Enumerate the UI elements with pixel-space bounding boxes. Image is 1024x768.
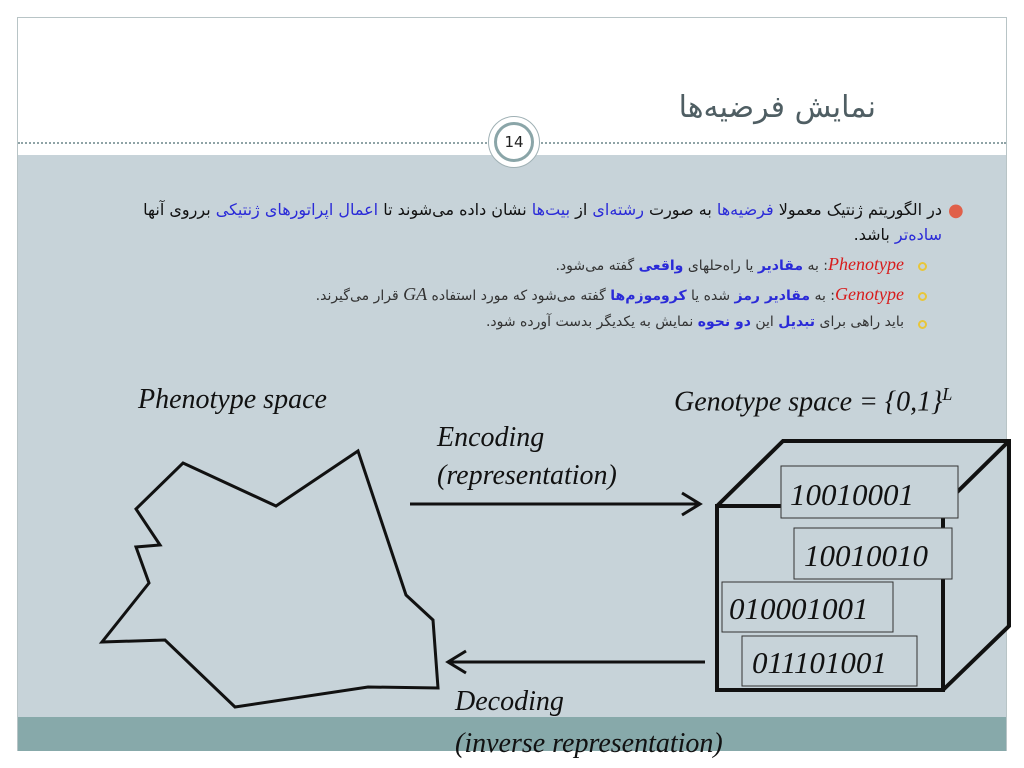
text-run: نشان داده می‌شوند تا <box>378 200 532 219</box>
decoding-sub-label: (inverse representation) <box>455 728 723 759</box>
keyword: رشته‌ای <box>592 200 644 219</box>
keyword: دو نحوه <box>697 314 751 330</box>
page-number: 14 <box>494 122 534 162</box>
text-run: : به <box>810 288 836 304</box>
text-run: برروی آنها <box>143 200 216 219</box>
text-run: از <box>570 200 593 219</box>
bitstring-box <box>742 636 917 686</box>
text-run: این <box>750 314 779 330</box>
bitstring-box <box>722 582 893 632</box>
encoding-label: Encoding <box>437 422 545 453</box>
keyword: اپراتورهای ژنتیکی <box>215 200 334 219</box>
term: Phenotype <box>828 254 904 274</box>
phenotype-space-label: Phenotype space <box>138 384 327 415</box>
bitstring-text: 10010010 <box>804 538 928 573</box>
decoding-arrow <box>448 651 705 673</box>
text-run: به صورت <box>643 200 717 219</box>
text-run: : به <box>803 258 829 274</box>
text-run: یا راه‌حلهای <box>683 258 758 274</box>
text-run: باشد. <box>853 225 895 244</box>
bitstring-text: 10010001 <box>790 477 914 512</box>
text-run: نمایش به یکدیگر بدست آورده شود. <box>485 314 698 330</box>
bullet-dot-icon: ● <box>948 200 964 221</box>
keyword: بیت‌ها <box>531 200 571 219</box>
keyword: اعمال <box>338 200 379 219</box>
bitstring-box <box>781 466 958 518</box>
encoding-sub-label: (representation) <box>437 460 617 491</box>
keyword: فرضیه‌ها <box>716 200 774 219</box>
keyword: واقعی <box>638 258 684 274</box>
genotype-exponent: L <box>942 384 953 404</box>
text-run: باید راهی برای <box>815 314 904 330</box>
encoding-arrow <box>410 493 700 515</box>
keyword: کروموزم‌ها <box>610 288 687 304</box>
keyword: مقادیر <box>757 258 803 274</box>
keyword: مقادیر رمز <box>734 288 810 304</box>
text-run: در الگوریتم ژنتیک معمولا <box>773 200 942 219</box>
decoding-label: Decoding <box>455 686 564 717</box>
slide-title: نمایش فرضیه‌ها <box>678 90 876 125</box>
text-run: قرار می‌گیرند. <box>315 288 404 304</box>
ga-term: GA <box>403 284 428 304</box>
bitstring-box <box>794 528 952 579</box>
bitstring-text: 011101001 <box>752 645 887 680</box>
term: Genotype <box>835 284 904 304</box>
genotype-space-text: Genotype space = {0,1} <box>674 386 943 418</box>
phenotype-shape <box>102 451 438 707</box>
keyword: ساده‌تر <box>894 225 942 244</box>
text-run: گفته می‌شود که مورد استفاده <box>427 288 611 304</box>
text-run: شده یا <box>686 288 735 304</box>
keyword: تبدیل <box>778 314 816 330</box>
bitstring-text: 010001001 <box>729 591 869 626</box>
text-run: گفته می‌شود. <box>555 258 639 274</box>
